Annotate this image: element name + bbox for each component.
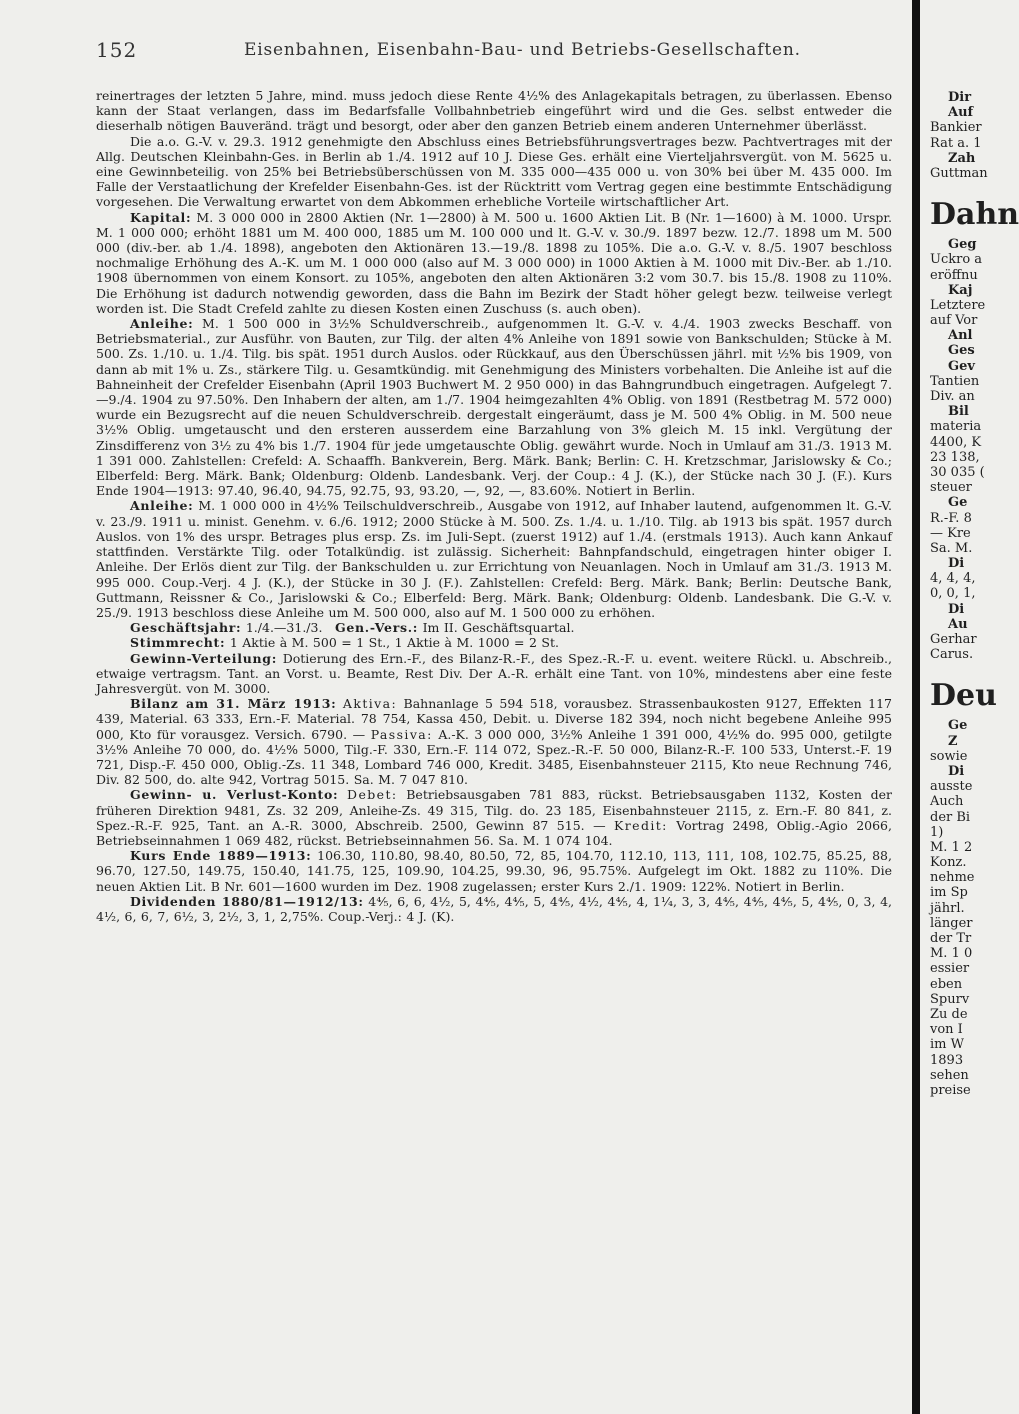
anleihe-1912-text: M. 1 000 000 in 4½% Teilschuldverschreib., Ausgabe von 1912, auf Inhaber lautend, aufgenommen lt. G.-V. v. 23./9. 1911 u. minist. Genehm. v. 6./6. 1912; 2000 Stücke à M. 500. Zs. 1./4. u. 1./10. Tilg. ab 1913 bis spät. 1957 durch Auslos. von 1% des urspr. Betrages plus ersp. Zs. im Juli-Sept. (zuerst 1912) auf 1./4. (erstmals 1913). Auch kann Ankauf stattfinden. Verstärkte Tilg. oder Totalkündig. ist zulässig. Sicherheit: Bahnpfandschuld, eingetragen hinter obiger I. Anleihe. Der Erlös dient zur Tilg. der Bankschulden u. zur Errichtung von Neuanlagen. Noch in Umlauf am 31./3. 1913 M. 995 000. Coup.-Verj. 4 J. (K.), der Stücke in 30 J. (F.). Zahlstellen: Crefeld: Berg. Märk. Bank; Berlin: Deutsche Bank, Guttmann, Reissner & Co., Jarislowski & Co.; Elberfeld: Berg. Märk. Bank; Oldenburg: Oldenb. Landesbank. Die G.-V. v. 25./9. 1913 beschloss diese Anleihe um M. 500 000, also auf M. 1 500 000 zu erhöhen. xyxy=(96,498,892,620)
right-column-line: Konz. xyxy=(930,855,967,871)
right-column-line: 1893 xyxy=(930,1052,964,1068)
main-column xyxy=(96,88,892,1398)
right-column-line: Geg xyxy=(948,237,977,253)
right-column-line: Bil xyxy=(948,404,969,420)
right-column-line: Au xyxy=(948,616,968,632)
guv-label: Gewinn- u. Verlust-Konto: xyxy=(130,787,339,803)
dividenden-label: Dividenden 1880/81—1912/13: xyxy=(130,893,364,909)
right-column-line: Zah xyxy=(948,150,976,166)
geschaeftsjahr-label: Geschäftsjahr: xyxy=(130,620,242,636)
right-column-line: nehme xyxy=(930,870,975,886)
right-column-line: Dahn xyxy=(930,197,1019,233)
right-column-line: eröffnu xyxy=(930,267,978,283)
section-geschaeftsjahr xyxy=(96,620,892,635)
right-column-fragment xyxy=(930,90,1019,1400)
right-column-line xyxy=(930,662,1000,674)
section-kurs xyxy=(96,848,892,894)
section-stimmrecht xyxy=(96,635,892,650)
right-column-line: im Sp xyxy=(930,885,968,901)
right-column-line: Gerhar xyxy=(930,632,977,647)
right-column-line: Zu de xyxy=(930,1006,968,1022)
gewinn-verteilung-text: Dotierung des Ern.-F., des Bilanz-R.-F., des Spez.-R.-F. u. event. weitere Rückl. u. Abschreib., etwaige vertragsm. Tant. an Vorst. u. Beamte, Rest Div. Der A.-R. erhält eine Tant. von 10%, mindestens aber eine feste Jahresvergüt. von M. 3000. xyxy=(96,650,892,696)
column-divider xyxy=(912,0,920,1414)
right-column-line: essier xyxy=(930,961,970,977)
section-gewinn-verteilung xyxy=(96,651,892,697)
right-column-line: Gev xyxy=(948,358,975,374)
right-column-line: Uckro a xyxy=(930,252,983,268)
right-column-line: Letztere xyxy=(930,297,986,313)
right-column-line: Z xyxy=(948,733,958,749)
page-header xyxy=(96,38,896,64)
right-column-line: Deu xyxy=(930,678,997,714)
right-column-line: Ges xyxy=(948,343,975,359)
bilanz-aktiva-label: Aktiva: xyxy=(342,696,398,712)
right-column-line: Spurv xyxy=(930,991,970,1007)
right-column-line: jährl. xyxy=(930,900,965,916)
gen-vers-label: Gen.-Vers.: xyxy=(334,620,419,636)
section-kapital xyxy=(96,210,892,316)
right-column-line: Tantien xyxy=(930,373,980,389)
right-column-line: Ge xyxy=(948,495,968,511)
stimmrecht-label: Stimmrecht: xyxy=(130,635,226,651)
right-column-line: Di xyxy=(948,763,965,779)
right-column-line: Auch xyxy=(930,794,964,810)
right-column-line: Sa. M. xyxy=(930,540,973,556)
paragraph-intro: reinertrages der letzten 5 Jahre, mind. muss jedoch diese Rente 4½% des Anlagekapitals betragen, zu überlassen. Ebenso kann der Staat verlangen, dass im Bedarfsfalle Vollbahnbetrieb eingeführt wird und die Ges. selbst entweder die dieserhalb nötigen Bauveränd. trägt und besorgt, oder aber den ganzen Betrieb einem anderen Unternehmer überlässt. xyxy=(96,88,892,134)
right-column-line: steuer xyxy=(930,480,972,496)
geschaeftsjahr-text: 1./4.—31./3. xyxy=(245,620,323,636)
dividenden-text: 4⅘, 6, 6, 4½, 5, 4⅘, 4⅘, 5, 4⅘, 4½, 4⅘, 4, 1¼, 3, 3, 4⅘, 4⅘, 4⅘, 5, 4⅘, 0, 3, 4, 4½, 6, 6, 7, 6½, 3, 2½, 3, 1, 2,75%. Coup.-Verj.: 4 J. (K). xyxy=(96,893,892,924)
right-column-line: 0, 0, 1, xyxy=(930,586,976,602)
right-column-line: länger xyxy=(930,915,973,931)
paragraph-gv-1912: Die a.o. G.-V. v. 29.3. 1912 genehmigte den Abschluss eines Betriebsführungsvertrages bezw. Pachtvertrages mit der Allg. Deutschen Kleinbahn-Ges. in Berlin ab 1./4. 1912 auf 10 J. Diese Ges. erhält eine Vierteljahrsvergüt. von M. 5625 u. eine Gewinnbeteilig. von 25% bei Betriebsüberschüssen von M. 335 000—435 000 u. von 30% bei über M. 435 000. Im Falle der Verstaatlichung der Krefelder Eisenbahn-Ges. ist der Rücktritt vom Vertrag gegen eine bestimmte Entschädigung vorgesehen. Die Verwaltung erwartet von dem Abkommen erhebliche Vorteile wirtschaftlicher Art. xyxy=(96,133,892,210)
right-column-line: Carus. xyxy=(930,647,974,663)
right-column-line: 30 035 ( xyxy=(930,464,985,480)
right-column-line: Bankier xyxy=(930,120,982,136)
right-column-line: sowie xyxy=(930,748,968,764)
right-column-line: — Kre xyxy=(930,525,971,541)
anleihe-1903-label: Anleihe: xyxy=(130,316,194,332)
right-column-line: Dir xyxy=(948,90,972,105)
kapital-label: Kapital: xyxy=(130,209,192,225)
right-column-line: M. 1 0 xyxy=(930,946,973,962)
guv-kredit-text: Vortrag 2498, Oblig.-Agio 2066, Betriebseinnahmen 1 069 482, rückst. Betriebseinnahmen 56. Sa. M. 1 074 104. xyxy=(96,817,892,848)
page-number: 152 xyxy=(96,38,138,62)
right-column-line: M. 1 2 xyxy=(930,839,973,855)
right-column-line: im W xyxy=(930,1037,964,1053)
right-column-line: materia xyxy=(930,419,982,435)
right-column-line: eben xyxy=(930,976,963,992)
right-column-line: preise xyxy=(930,1082,971,1098)
bilanz-label: Bilanz am 31. März 1913: xyxy=(130,696,337,712)
right-column-line: Rat a. 1 xyxy=(930,135,982,151)
right-column-line: von I xyxy=(930,1022,963,1038)
section-anleihe-1912 xyxy=(96,498,892,620)
right-column-line: ausste xyxy=(930,779,973,795)
stimmrecht-text: 1 Aktie à M. 500 = 1 St., 1 Aktie à M. 1000 = 2 St. xyxy=(229,635,559,651)
guv-debet-text: Betriebsausgaben 781 883, rückst. Betriebsausgaben 1132, Kosten der früheren Direktion 9481, Zs. 32 209, Anleihe-Zs. 49 315, Tilg. do. 23 185, Eisenbahnsteuer 2115, z. Ern.-F. 80 841, z. Spez.-R.-F. 925, Tant. an A.-R. 3000, Abschreib. 2500, Gewinn 87 515. — xyxy=(96,787,893,833)
section-bilanz xyxy=(96,696,892,787)
gewinn-verteilung-label: Gewinn-Verteilung: xyxy=(130,650,278,666)
section-anleihe-1903 xyxy=(96,316,892,498)
guv-debet-label: Debet: xyxy=(347,787,398,803)
right-column-line: R.-F. 8 xyxy=(930,510,972,526)
gen-vers-text: Im II. Geschäftsquartal. xyxy=(422,620,575,636)
right-column-line: sehen xyxy=(930,1067,969,1083)
right-column-line: Auf xyxy=(948,105,974,121)
right-column-line: Ge xyxy=(948,718,968,734)
anleihe-1903-text: M. 1 500 000 in 3½% Schuldverschreib., aufgenommen lt. G.-V. v. 4./4. 1903 zwecks Beschaff. von Betriebsmaterial., zur Ausführ. von Bauten, zur Tilg. der alten 4% Anleihe von 1891 sowie von Bankschulden; Stücke à M. 500. Zs. 1./10. u. 1./4. Tilg. bis spät. 1951 durch Auslos. oder Rückkauf, aus den Überschüssen jährl. mit ½% bis 1909, von dann ab mit 1% u. Zs., stärkere Tilg. u. Gesamtkündig. mit Genehmigung des Ministers vorbehalten. Die Anleihe ist auf die Bahneinheit der Crefelder Eisenbahn (April 1903 Buchwert M. 2 950 000) in das Bahngrundbuch eingetragen. Aufgelegt 7.—9./4. 1904 zu 97.50%. Den Inhabern der alten, am 1./7. 1904 heimgezahlten 4% Oblig. von 1891 (Restbetrag M. 572 000) wurde ein Bezugsrecht auf die neuen Schuldverschreib. dergestalt eingeräumt, dass je M. 500 4% Oblig. in M. 500 neue 3½% Oblig. umgetauscht und den ersteren ausserdem eine Barzahlung von 3% gleich M. 15 inkl. Vergütung der Zinsdifferenz von 3½ zu 4% bis 1./7. 1904 für jede umgetauschte Oblig. gewährt wurde. Noch in Umlauf am 31./3. 1913 M. 1 391 000. Zahlstellen: Crefeld: A. Schaaffh. Bankverein, Berg. Märk. Bank; Berlin: C. H. Kretzschmar, Jarislowsky & Co.; Elberfeld: Berg. Märk. Bank; Oldenburg: Oldenb. Landesbank. Verj. der Coup.: 4 J. (K.), der Stücke nach 30 J. (F.). Kurs Ende 1904—1913: 97.40, 96.40, 94.75, 92.75, 93, 93.20, —, 92, —, 83.60%. Notiert in Berlin. xyxy=(96,316,892,499)
right-column-line: Kaj xyxy=(948,282,973,298)
right-column-line: 4400, K xyxy=(930,434,982,450)
bilanz-aktiva-text: Bahnanlage 5 594 518, vorausbez. Strassenbaukosten 9127, Effekten 117 439, Material. 63 333, Ern.-F. Material. 78 754, Kassa 450, Debit. u. Diverse 182 394, noch nicht begebene Anleihe 995 000, Kto für vorausgez. Versich. 6790. — xyxy=(96,696,892,742)
anleihe-1912-label: Anleihe: xyxy=(130,498,194,514)
kurs-label: Kurs Ende 1889—1913: xyxy=(130,848,312,864)
right-column-line xyxy=(930,181,1000,193)
right-column-line: Anl xyxy=(948,328,973,344)
guv-kredit-label: Kredit: xyxy=(614,817,668,833)
right-column-line: auf Vor xyxy=(930,313,978,329)
right-column-line: Div. an xyxy=(930,389,975,404)
section-dividenden xyxy=(96,894,892,924)
right-column-line: der Bi xyxy=(930,809,971,825)
kurs-text: 106.30, 110.80, 98.40, 80.50, 72, 85, 104.70, 112.10, 113, 111, 108, 102.75, 85.25, 88, 96.70, 127.50, 149.75, 150.40, 141.75, 125, 109.90, 104.25, 99.30, 96, 95.75%. Aufgelegt im Okt. 1882 zu 110%. Die neuen Aktien Lit. B Nr. 601—1600 wurden im Dez. 1908 zugelassen; erster Kurs 2./1. 1909: 122%. Notiert in Berlin. xyxy=(96,848,892,894)
running-head: Eisenbahnen, Eisenbahn-Bau- und Betriebs-Gesellschaften. xyxy=(244,40,801,60)
right-column-line: 4, 4, 4, xyxy=(930,571,976,587)
right-column-line: 23 138, xyxy=(930,449,980,465)
right-column-line: 1) xyxy=(930,824,944,840)
right-column-line: Guttman xyxy=(930,165,988,181)
bilanz-passiva-label: Passiva: xyxy=(370,726,433,742)
right-column-line: der Tr xyxy=(930,931,972,946)
section-gewinn-verlust xyxy=(96,787,892,848)
kapital-text: M. 3 000 000 in 2800 Aktien (Nr. 1—2800) à M. 500 u. 1600 Aktien Lit. B (Nr. 1—1600) à M. 1000. Urspr. M. 1 000 000; erhöht 1881 um M. 400 000, 1885 um M. 100 000 und lt. G.-V. v. 30./9. 1897 bezw. 12./7. 1898 um M. 500 000 (div.-ber. ab 1./4. 1898), angeboten den Aktionären 13.—19./8. 1898 zu 105%. Die a.o. G.-V. v. 8./5. 1907 beschloss nochmalige Erhöhung des A.-K. um M. 1 000 000 (also auf M. 3 000 000) in 1000 Aktien à M. 1000 mit Div.-Ber. ab 1./10. 1908 übernommen von einem Konsort. zu 105%, angeboten den alten Aktionären 3:2 vom 30.7. bis 15./8. 1908 zu 110%. Die Erhöhung ist dadurch notwendig geworden, dass die Bahn im Bezirk der Stadt höher gelegt bezw. teilweise verlegt worden ist. Die Stadt Crefeld zahlte zu diesen Kosten einen Zuschuss (s. auch oben). xyxy=(96,209,892,316)
bilanz-passiva-text: A.-K. 3 000 000, 3½% Anleihe 1 391 000, 4½% do. 995 000, getilgte 3½% Anleihe 70 000, do. 4½% 5000, Tilg.-F. 330, Ern.-F. 114 072, Spez.-R.-F. 50 000, Bilanz-R.-F. 100 533, Unterst.-F. 19 721, Disp.-F. 450 000, Oblig.-Zs. 11 348, Lombard 746 000, Kredit. 3485, Eisenbahnsteuer 2115, Kto neue Rechnung 746, Div. 82 500, do. alte 942, Vortrag 5015. Sa. M. 7 047 810. xyxy=(96,726,892,788)
right-column-line: Di xyxy=(948,601,965,617)
right-column-line: Di xyxy=(948,556,965,572)
